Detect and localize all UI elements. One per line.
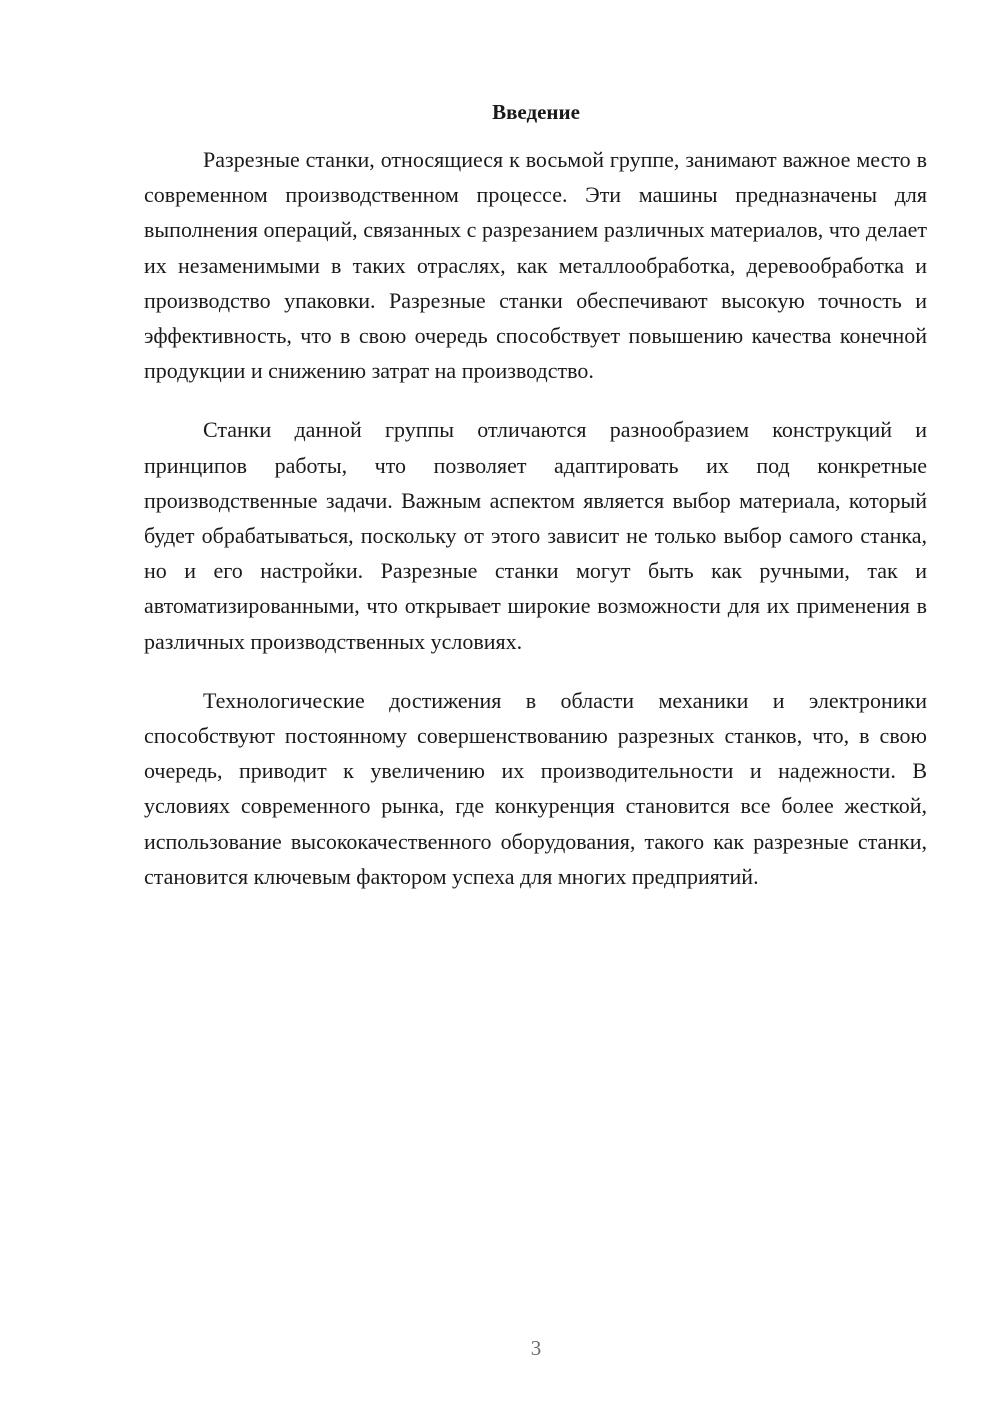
page-number: 3 xyxy=(530,1336,542,1360)
body-text xyxy=(144,142,927,918)
paragraph-2: Станки данной группы отличаются разнообразием конструкций и принципов работы, что позволяет адаптировать их под конкретные производственные задачи. Важным аспектом является выбор материала, который будет обрабатываться, поскольку от этого зависит не только выбор самого станка, но и его настройки. Разрезные станки могут быть как ручными, так и автоматизированными, что открывает широкие возможности для их применения в различных производственных условиях. xyxy=(144,417,927,654)
section-title: Введение xyxy=(492,100,580,124)
paragraph-3: Технологические достижения в области механики и электроники способствуют постоянному совершенствованию разрезных станков, что, в свою очередь, приводит к увеличению их производительности и надежности. В условиях современного рынка, где конкуренция становится все более жесткой, использование высококачественного оборудования, такого как разрезные станки, становится ключевым фактором успеха для многих предприятий. xyxy=(144,687,927,889)
paragraph-1: Разрезные станки, относящиеся к восьмой группе, занимают важное место в современном производственном процессе. Эти машины предназначены для выполнения операций, связанных с разрезанием различных материалов, что делает их незаменимыми в таких отраслях, как металлообработка, деревообработка и производство упаковки. Разрезные станки обеспечивают высокую точность и эффективность, что в свою очередь способствует повышению качества конечной продукции и снижению затрат на производство. xyxy=(144,147,927,384)
